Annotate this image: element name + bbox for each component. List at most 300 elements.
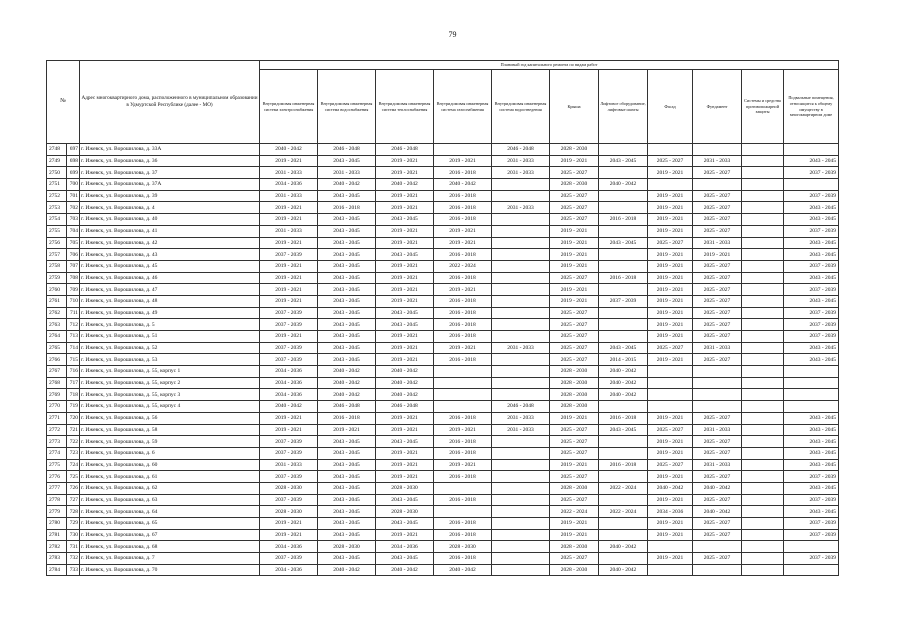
row-year-range: [742, 284, 784, 296]
row-year-range: [599, 529, 648, 541]
row-year-range: 2016 - 2018: [434, 167, 492, 179]
row-year-range: [742, 377, 784, 389]
row-year-range: 2025 - 2027: [693, 307, 742, 319]
row-year-range: 2037 - 2039: [260, 447, 318, 459]
row-year-range: [599, 260, 648, 272]
row-year-range: 2028 - 2030: [434, 541, 492, 553]
row-year-range: [599, 307, 648, 319]
row-year-range: [492, 471, 550, 483]
header-column: Внутридомовая инженерная система электроснабжения: [260, 70, 318, 144]
table-row: [47, 366, 839, 378]
row-address: г. Ижевск, ул. Ворошилова, д. 65: [80, 518, 260, 530]
table-row: [47, 249, 839, 261]
row-number: 2751: [47, 179, 67, 191]
row-year-range: 2025 - 2027: [693, 436, 742, 448]
row-year-range: 2025 - 2027: [693, 518, 742, 530]
row-year-range: 2019 - 2021: [260, 260, 318, 272]
row-address: г. Ижевск, ул. Ворошилова, д. 67: [80, 529, 260, 541]
table-row: [47, 377, 839, 389]
row-year-range: 2037 - 2039: [260, 319, 318, 331]
row-year-range: 2037 - 2039: [784, 471, 839, 483]
row-year-range: 2043 - 2045: [318, 331, 376, 343]
table-row: [47, 553, 839, 565]
row-number: 2750: [47, 167, 67, 179]
header-number: №: [47, 61, 80, 144]
row-year-range: 2019 - 2021: [693, 249, 742, 261]
row-address: г. Ижевск, ул. Ворошилова, д. 41: [80, 225, 260, 237]
row-year-range: [599, 436, 648, 448]
row-year-range: [742, 424, 784, 436]
row-year-range: 2022 - 2024: [434, 260, 492, 272]
table-row: [47, 564, 839, 576]
row-year-range: 2019 - 2021: [648, 529, 693, 541]
row-year-range: 2037 - 2039: [260, 307, 318, 319]
row-year-range: 2025 - 2027: [693, 225, 742, 237]
row-year-range: 2016 - 2018: [434, 319, 492, 331]
row-sub-number: 709: [67, 284, 80, 296]
row-year-range: 2034 - 2036: [260, 366, 318, 378]
row-year-range: 2037 - 2039: [784, 494, 839, 506]
row-address: г. Ижевск, ул. Ворошилова, д. 45: [80, 260, 260, 272]
page-number: 79: [448, 30, 457, 39]
row-year-range: 2025 - 2027: [693, 284, 742, 296]
row-year-range: [434, 482, 492, 494]
row-year-range: 2016 - 2018: [434, 412, 492, 424]
row-year-range: 2016 - 2018: [434, 190, 492, 202]
row-year-range: [492, 506, 550, 518]
table-row: [47, 331, 839, 343]
row-year-range: [742, 214, 784, 226]
row-year-range: 2031 - 2033: [260, 225, 318, 237]
row-year-range: [742, 518, 784, 530]
row-year-range: 2046 - 2048: [492, 144, 550, 156]
row-year-range: [784, 144, 839, 156]
row-year-range: [648, 541, 693, 553]
row-year-range: 2043 - 2045: [376, 307, 434, 319]
row-year-range: 2025 - 2027: [693, 447, 742, 459]
row-year-range: 2025 - 2027: [693, 167, 742, 179]
row-year-range: [599, 518, 648, 530]
row-year-range: 2016 - 2018: [318, 202, 376, 214]
row-year-range: 2019 - 2021: [376, 167, 434, 179]
row-sub-number: 703: [67, 214, 80, 226]
row-year-range: 2043 - 2045: [784, 482, 839, 494]
row-year-range: 2019 - 2021: [648, 471, 693, 483]
row-year-range: 2043 - 2045: [784, 202, 839, 214]
row-number: 2783: [47, 553, 67, 565]
row-address: г. Ижевск, ул. Ворошилова, д. 42: [80, 237, 260, 249]
row-year-range: 2019 - 2021: [376, 331, 434, 343]
row-number: 2757: [47, 249, 67, 261]
row-year-range: 2034 - 2036: [260, 179, 318, 191]
table-row: [47, 342, 839, 354]
row-year-range: 2019 - 2021: [648, 167, 693, 179]
row-year-range: 2040 - 2042: [260, 401, 318, 413]
row-year-range: [742, 237, 784, 249]
row-year-range: 2025 - 2027: [693, 202, 742, 214]
row-year-range: [492, 179, 550, 191]
row-year-range: 2025 - 2027: [693, 553, 742, 565]
row-year-range: [742, 447, 784, 459]
row-year-range: 2046 - 2048: [318, 144, 376, 156]
row-year-range: [599, 144, 648, 156]
row-year-range: 2019 - 2021: [648, 331, 693, 343]
table-row: [47, 541, 839, 553]
row-year-range: 2031 - 2033: [492, 155, 550, 167]
table-body: [47, 144, 839, 576]
row-year-range: [742, 529, 784, 541]
row-year-range: 2025 - 2027: [550, 553, 599, 565]
row-year-range: 2019 - 2021: [434, 459, 492, 471]
table-row: [47, 389, 839, 401]
table-row: [47, 272, 839, 284]
row-year-range: [492, 377, 550, 389]
row-year-range: 2028 - 2030: [550, 377, 599, 389]
row-number: 2748: [47, 144, 67, 156]
row-year-range: 2019 - 2021: [648, 447, 693, 459]
row-year-range: [492, 237, 550, 249]
row-year-range: 2028 - 2030: [550, 366, 599, 378]
row-number: 2780: [47, 518, 67, 530]
row-year-range: [784, 377, 839, 389]
row-year-range: 2025 - 2027: [693, 214, 742, 226]
row-year-range: 2040 - 2042: [318, 377, 376, 389]
row-number: 2776: [47, 471, 67, 483]
row-year-range: 2025 - 2027: [693, 529, 742, 541]
row-address: г. Ижевск, ул. Ворошилова, д. 52: [80, 342, 260, 354]
row-year-range: 2043 - 2045: [376, 518, 434, 530]
row-year-range: 2040 - 2042: [376, 366, 434, 378]
row-year-range: 2043 - 2045: [784, 155, 839, 167]
row-year-range: [599, 494, 648, 506]
row-year-range: 2031 - 2033: [693, 342, 742, 354]
row-year-range: 2031 - 2033: [693, 237, 742, 249]
row-year-range: 2019 - 2021: [260, 284, 318, 296]
row-year-range: 2019 - 2021: [376, 529, 434, 541]
row-year-range: [742, 331, 784, 343]
row-year-range: 2040 - 2042: [318, 366, 376, 378]
row-year-range: 2019 - 2021: [550, 260, 599, 272]
row-year-range: 2028 - 2030: [376, 482, 434, 494]
row-year-range: [742, 155, 784, 167]
row-year-range: 2043 - 2045: [376, 249, 434, 261]
row-year-range: 2034 - 2036: [260, 377, 318, 389]
row-address: г. Ижевск, ул. Ворошилова, д. 43: [80, 249, 260, 261]
row-year-range: 2031 - 2033: [260, 190, 318, 202]
row-number: 2760: [47, 284, 67, 296]
row-sub-number: 727: [67, 494, 80, 506]
row-year-range: 2016 - 2018: [434, 494, 492, 506]
row-year-range: [742, 494, 784, 506]
row-year-range: 2019 - 2021: [550, 284, 599, 296]
row-number: 2769: [47, 389, 67, 401]
row-year-range: [742, 471, 784, 483]
row-year-range: 2028 - 2030: [550, 144, 599, 156]
row-sub-number: 717: [67, 377, 80, 389]
row-year-range: 2019 - 2021: [648, 354, 693, 366]
row-number: 2763: [47, 319, 67, 331]
row-year-range: 2040 - 2042: [599, 366, 648, 378]
row-year-range: 2031 - 2033: [693, 459, 742, 471]
row-year-range: [492, 482, 550, 494]
row-sub-number: 705: [67, 237, 80, 249]
row-year-range: 2016 - 2018: [599, 214, 648, 226]
row-address: г. Ижевск, ул. Ворошилова, д. 63: [80, 494, 260, 506]
row-sub-number: 701: [67, 190, 80, 202]
row-year-range: 2043 - 2045: [318, 459, 376, 471]
row-year-range: [599, 553, 648, 565]
row-year-range: 2016 - 2018: [434, 553, 492, 565]
table-row: [47, 284, 839, 296]
row-year-range: [742, 436, 784, 448]
row-year-range: 2037 - 2039: [784, 529, 839, 541]
row-year-range: [492, 564, 550, 576]
row-year-range: 2025 - 2027: [550, 447, 599, 459]
header-column: Подвальные помещения, относящиеся к общему имуществу в многоквартирном доме: [784, 70, 839, 144]
row-sub-number: 708: [67, 272, 80, 284]
row-year-range: 2040 - 2042: [318, 179, 376, 191]
row-year-range: 2019 - 2021: [376, 190, 434, 202]
table-row: [47, 447, 839, 459]
row-sub-number: 699: [67, 167, 80, 179]
row-year-range: [648, 144, 693, 156]
row-year-range: [434, 366, 492, 378]
row-address: г. Ижевск, ул. Ворошилова, д. 6: [80, 447, 260, 459]
row-year-range: 2016 - 2018: [434, 529, 492, 541]
row-year-range: 2016 - 2018: [318, 412, 376, 424]
row-year-range: 2019 - 2021: [648, 225, 693, 237]
row-year-range: 2025 - 2027: [648, 237, 693, 249]
header-address: Адрес многоквартирного дома, расположенного в муниципальном образовании в Удмуртской Республике (далее - МО): [80, 61, 260, 144]
row-year-range: 2043 - 2045: [318, 482, 376, 494]
row-year-range: 2025 - 2027: [550, 331, 599, 343]
row-year-range: 2043 - 2045: [318, 319, 376, 331]
row-year-range: [648, 179, 693, 191]
row-year-range: 2025 - 2027: [550, 167, 599, 179]
row-year-range: 2043 - 2045: [318, 214, 376, 226]
header-column: Системы и средства противопожарной защиты: [742, 70, 784, 144]
row-year-range: 2025 - 2027: [693, 295, 742, 307]
row-sub-number: 715: [67, 354, 80, 366]
row-sub-number: 726: [67, 482, 80, 494]
row-year-range: [492, 225, 550, 237]
row-year-range: 2025 - 2027: [550, 494, 599, 506]
row-year-range: 2040 - 2042: [648, 482, 693, 494]
row-address: г. Ижевск, ул. Ворошилова, д. 55, корпус 1: [80, 366, 260, 378]
row-number: 2749: [47, 155, 67, 167]
table-row: [47, 424, 839, 436]
row-year-range: 2016 - 2018: [599, 272, 648, 284]
row-year-range: 2043 - 2045: [318, 225, 376, 237]
row-year-range: 2028 - 2030: [550, 541, 599, 553]
row-year-range: 2040 - 2042: [693, 482, 742, 494]
row-number: 2773: [47, 436, 67, 448]
row-sub-number: 722: [67, 436, 80, 448]
table-row: [47, 214, 839, 226]
row-number: 2782: [47, 541, 67, 553]
row-year-range: [492, 553, 550, 565]
row-year-range: [784, 401, 839, 413]
header-column: Лифтовое оборудование, лифтовые шахты: [599, 70, 648, 144]
row-year-range: [434, 506, 492, 518]
row-year-range: 2037 - 2039: [784, 319, 839, 331]
row-year-range: 2019 - 2021: [648, 319, 693, 331]
row-year-range: 2040 - 2042: [318, 564, 376, 576]
row-year-range: [599, 401, 648, 413]
row-year-range: 2019 - 2021: [260, 214, 318, 226]
row-year-range: 2025 - 2027: [693, 412, 742, 424]
row-year-range: 2043 - 2045: [318, 237, 376, 249]
row-year-range: [599, 284, 648, 296]
row-year-range: 2043 - 2045: [784, 506, 839, 518]
row-year-range: 2025 - 2027: [693, 272, 742, 284]
row-year-range: 2019 - 2021: [648, 249, 693, 261]
row-year-range: [492, 249, 550, 261]
row-year-range: 2016 - 2018: [434, 214, 492, 226]
row-address: г. Ижевск, ул. Ворошилова, д. 48: [80, 295, 260, 307]
row-year-range: 2031 - 2033: [492, 424, 550, 436]
header-planned-year: Плановый год капитального ремонта по видам работ: [260, 61, 839, 70]
row-year-range: 2025 - 2027: [648, 424, 693, 436]
row-year-range: 2037 - 2039: [260, 553, 318, 565]
row-year-range: [492, 354, 550, 366]
row-year-range: 2043 - 2045: [318, 260, 376, 272]
row-year-range: 2019 - 2021: [376, 155, 434, 167]
row-address: г. Ижевск, ул. Ворошилова, д. 5: [80, 319, 260, 331]
row-year-range: 2025 - 2027: [693, 494, 742, 506]
row-address: г. Ижевск, ул. Ворошилова, д. 46: [80, 272, 260, 284]
table-row: [47, 225, 839, 237]
row-year-range: 2031 - 2033: [492, 202, 550, 214]
row-year-range: 2016 - 2018: [434, 436, 492, 448]
row-year-range: 2043 - 2045: [318, 155, 376, 167]
row-year-range: 2025 - 2027: [693, 190, 742, 202]
row-year-range: 2025 - 2027: [550, 436, 599, 448]
row-year-range: 2019 - 2021: [260, 237, 318, 249]
row-sub-number: 732: [67, 553, 80, 565]
row-year-range: 2019 - 2021: [648, 202, 693, 214]
row-year-range: 2043 - 2045: [318, 436, 376, 448]
row-number: 2775: [47, 459, 67, 471]
row-year-range: 2043 - 2045: [784, 412, 839, 424]
row-sub-number: 720: [67, 412, 80, 424]
row-year-range: [599, 331, 648, 343]
table-row: [47, 412, 839, 424]
row-year-range: [434, 401, 492, 413]
row-sub-number: 711: [67, 307, 80, 319]
table-header: [47, 61, 839, 144]
row-year-range: 2025 - 2027: [693, 471, 742, 483]
row-year-range: 2037 - 2039: [784, 284, 839, 296]
row-year-range: 2025 - 2027: [550, 424, 599, 436]
row-number: 2779: [47, 506, 67, 518]
row-address: г. Ижевск, ул. Ворошилова, д. 40: [80, 214, 260, 226]
row-year-range: 2043 - 2045: [784, 424, 839, 436]
row-year-range: 2037 - 2039: [784, 518, 839, 530]
row-year-range: 2019 - 2021: [434, 225, 492, 237]
row-year-range: 2019 - 2021: [648, 190, 693, 202]
row-year-range: 2019 - 2021: [648, 494, 693, 506]
row-year-range: 2043 - 2045: [318, 518, 376, 530]
row-number: 2753: [47, 202, 67, 214]
row-year-range: [742, 319, 784, 331]
row-year-range: 2019 - 2021: [648, 553, 693, 565]
row-year-range: [784, 179, 839, 191]
row-year-range: 2019 - 2021: [376, 272, 434, 284]
row-year-range: 2043 - 2045: [784, 214, 839, 226]
row-sub-number: 729: [67, 518, 80, 530]
row-year-range: 2043 - 2045: [376, 436, 434, 448]
table-row: [47, 167, 839, 179]
row-address: г. Ижевск, ул. Ворошилова, д. 61: [80, 471, 260, 483]
row-year-range: 2019 - 2021: [550, 529, 599, 541]
row-year-range: [492, 307, 550, 319]
row-year-range: 2040 - 2042: [599, 179, 648, 191]
row-year-range: 2040 - 2042: [376, 564, 434, 576]
table-row: [47, 307, 839, 319]
row-year-range: [492, 272, 550, 284]
table-row: [47, 237, 839, 249]
row-year-range: 2034 - 2036: [260, 564, 318, 576]
row-year-range: [742, 190, 784, 202]
row-year-range: 2028 - 2030: [318, 541, 376, 553]
row-sub-number: 730: [67, 529, 80, 541]
row-year-range: [742, 144, 784, 156]
row-year-range: 2019 - 2021: [550, 225, 599, 237]
row-sub-number: 725: [67, 471, 80, 483]
table-row: [47, 494, 839, 506]
row-year-range: [492, 295, 550, 307]
row-year-range: [742, 354, 784, 366]
row-year-range: 2019 - 2021: [550, 249, 599, 261]
row-number: 2770: [47, 401, 67, 413]
header-column: Фасад: [648, 70, 693, 144]
row-year-range: 2019 - 2021: [260, 272, 318, 284]
row-year-range: [648, 564, 693, 576]
row-year-range: 2031 - 2033: [492, 412, 550, 424]
row-year-range: 2031 - 2033: [260, 167, 318, 179]
row-year-range: 2043 - 2045: [599, 155, 648, 167]
row-year-range: 2037 - 2039: [784, 225, 839, 237]
row-sub-number: 731: [67, 541, 80, 553]
table-row: [47, 518, 839, 530]
row-year-range: [599, 249, 648, 261]
row-year-range: 2019 - 2021: [260, 424, 318, 436]
row-sub-number: 712: [67, 319, 80, 331]
row-year-range: [693, 389, 742, 401]
row-number: 2758: [47, 260, 67, 272]
row-year-range: 2043 - 2045: [318, 190, 376, 202]
table-row: [47, 144, 839, 156]
row-year-range: [784, 564, 839, 576]
row-year-range: [599, 190, 648, 202]
row-sub-number: 718: [67, 389, 80, 401]
row-year-range: 2040 - 2042: [434, 564, 492, 576]
row-year-range: [742, 179, 784, 191]
row-year-range: 2037 - 2039: [260, 471, 318, 483]
row-sub-number: 723: [67, 447, 80, 459]
header-column: Крыша: [550, 70, 599, 144]
row-year-range: 2037 - 2039: [784, 260, 839, 272]
row-year-range: 2037 - 2039: [784, 553, 839, 565]
row-year-range: 2019 - 2021: [550, 518, 599, 530]
row-year-range: [492, 366, 550, 378]
table-row: [47, 179, 839, 191]
row-year-range: 2034 - 2036: [648, 506, 693, 518]
row-address: г. Ижевск, ул. Ворошилова, д. 33А: [80, 144, 260, 156]
row-year-range: 2043 - 2045: [784, 354, 839, 366]
row-year-range: 2043 - 2045: [376, 319, 434, 331]
